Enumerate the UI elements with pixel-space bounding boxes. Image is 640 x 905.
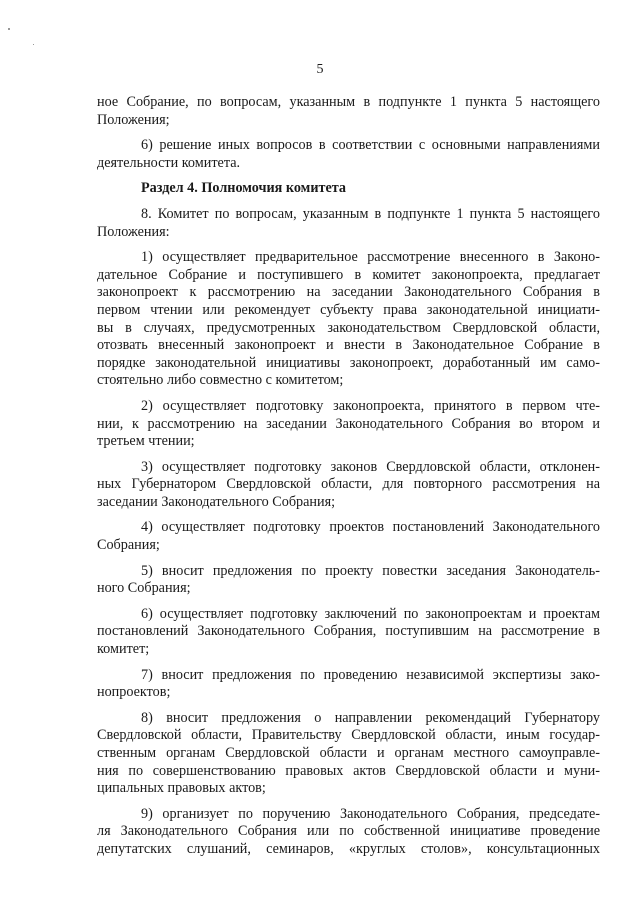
text-line: ное Собрание, по вопросам, указанным в подпункте 1 пункта 5 настоящего <box>97 94 600 110</box>
page-number: 5 <box>316 62 324 77</box>
text-line: дательное Собрание и поступившего в комитет законопроекта, предлагает <box>97 266 600 283</box>
scan-speck <box>8 28 10 30</box>
text-line: ния по совершенствованию правовых актов Свердловской области и муни- <box>97 762 600 779</box>
text-line: 2) осуществляет подготовку законопроекта, принятого в первом чте- <box>141 397 600 414</box>
text-line: третьем чтении; <box>97 433 195 450</box>
text-line: 4) осуществляет подготовку проектов постановлений Законодательного <box>141 519 600 536</box>
document-body <box>97 94 600 867</box>
text-line: депутатских слушаний, семинаров, «круглых столов», консультационных <box>97 840 600 857</box>
text-line: 7) вносит предложения по проведению независимой экспертизы зако- <box>141 666 600 683</box>
text-line: ных Губернатором Свердловской области, для повторного рассмотрения на <box>97 476 600 493</box>
text-line: Положения; <box>97 111 170 128</box>
text-line: 8. Комитет по вопросам, указанным в подпункте 1 пункта 5 настоящего <box>141 205 600 222</box>
text-line: 6) решение иных вопросов в соответствии с основными направлениями <box>141 137 600 154</box>
scan-speck <box>33 44 34 45</box>
paragraph-subitem-7 <box>97 667 600 702</box>
text-line: нии, к рассмотрению на заседании Законодательного Собрания во втором и <box>97 415 600 432</box>
paragraph-point-8 <box>97 206 600 241</box>
text-line: стоятельно либо совместно с комитетом; <box>97 372 344 389</box>
text-line: 1) осуществляет предварительное рассмотрение внесенного в Законо- <box>141 249 600 266</box>
paragraph-subitem-2 <box>97 398 600 451</box>
paragraph-subitem-5 <box>97 563 600 598</box>
paragraph-subitem-6 <box>97 606 600 659</box>
text-line: законопроект к рассмотрению на заседании Законодательного Собрания в <box>97 284 600 301</box>
paragraph-subitem-3 <box>97 459 600 512</box>
paragraph-item-6 <box>97 137 600 172</box>
text-line: деятельности комитета. <box>97 154 241 171</box>
text-line: постановлений Законодательного Собрания, поступившим на рассмотрение в <box>97 623 600 640</box>
text-line: 6) осуществляет подготовку заключений по законопроектам и проектам <box>141 605 600 622</box>
paragraph-subitem-1 <box>97 249 600 390</box>
text-line: ля Законодательного Собрания или по собственной инициативе проведение <box>97 823 600 840</box>
text-line: Собрания; <box>97 537 160 554</box>
text-line: Положения: <box>97 223 170 240</box>
text-line: отозвать внесенный законопроект и внести в Законодательное Собрание в <box>97 337 600 354</box>
text-line: 9) организует по поручению Законодательного Собрания, председате- <box>141 805 600 822</box>
text-line: комитет; <box>97 641 150 658</box>
text-line: Свердловской области, Правительству Свердловской области, иным государ- <box>97 727 600 744</box>
paragraph-subitem-9 <box>97 806 600 859</box>
text-line: ственным органам Свердловской области и органам местного самоуправле- <box>97 745 600 761</box>
text-line: 8) вносит предложения о направлении рекомендаций Губернатору <box>141 709 600 726</box>
paragraph-continuation <box>97 94 600 129</box>
text-line: ного Собрания; <box>97 580 191 597</box>
text-line: вы в случаях, предусмотренных законодательством Свердловской области, <box>97 319 600 336</box>
text-line: первом чтении или рекомендует субъекту права законодательной инициати- <box>97 301 600 318</box>
text-line: порядке законодательной инициативы законопроект, доработанный им само- <box>97 354 600 371</box>
text-line: ципальных правовых актов; <box>97 780 266 797</box>
text-line: 3) осуществляет подготовку законов Свердловской области, отклонен- <box>141 458 600 475</box>
section-heading: Раздел 4. Полномочия комитета <box>141 180 347 197</box>
text-line: 5) вносит предложения по проекту повестки заседания Законодатель- <box>141 562 600 579</box>
paragraph-subitem-8 <box>97 710 600 798</box>
paragraph-subitem-4 <box>97 519 600 554</box>
text-line: нопроектов; <box>97 684 171 701</box>
text-line: заседании Законодательного Собрания; <box>97 493 336 510</box>
